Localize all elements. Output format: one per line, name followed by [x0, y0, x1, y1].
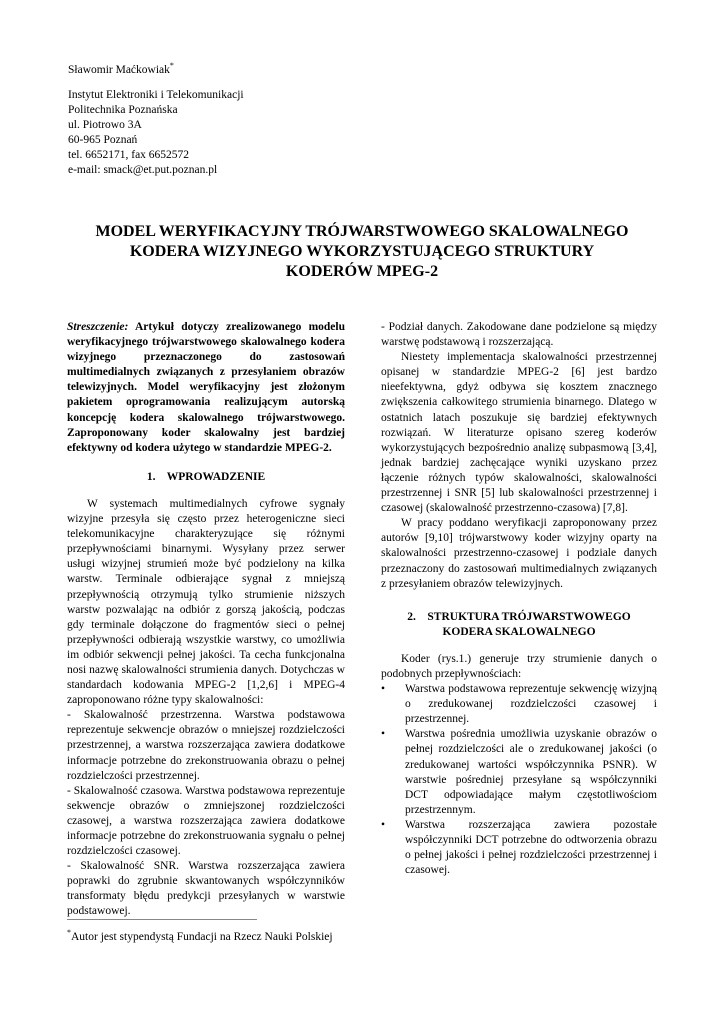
section-2-heading [381, 610, 657, 640]
bullet-list [381, 682, 657, 878]
left-column [67, 320, 345, 920]
footnote-text: Autor jest stypendystą Fundacji na Rzecz Nauki Polskiej [71, 930, 333, 943]
affiliation-block [68, 88, 244, 178]
paragraph: Niestety implementacja skalowalności przestrzennej opisanej w standardzie MPEG-2 [6] jest bardzo nieefektywna, gdyż odbywa się kosztem znacznego zwiększenia całkowitego strumienia binarnego. Dlatego w ostatnich latach poszukuje się bardziej efektywnych rozwiązań. W literaturze opisano szereg koderów wykorzystujących bezpośrednio analizę subpasmową [3,4], jednak bardziej zachęcające wyniki uzyskano przez łączenie różnych typów skalowalności, skalowalności przestrzennej i SNR [5] lub skalowalności przestrzennej i czasowej (skalowalność przestrzenno-czasowa) [7,8]. [381, 351, 657, 515]
footnote-divider [67, 919, 257, 920]
list-item: - Skalowalność przestrzenna. Warstwa podstawowa reprezentuje sekwencje obrazów o mniejszej rozdzielczości przestrzennej, a warstwa rozszerzająca zawiera dodatkowe informacje potrzebne do zrekonstruowania obrazu o pełnej rozdzielczości przestrzennej. [67, 709, 345, 782]
paper-title-line: MODEL WERYFIKACYJNY TRÓJWARSTWOWEGO SKALOWALNEGO [95, 223, 629, 240]
bullet-icon: • [381, 818, 386, 831]
paper-title-line: KODERÓW MPEG-2 [285, 263, 439, 280]
list-item: - Podział danych. Zakodowane dane podzielone są między warstwę podstawową i rozszerzającą. [381, 321, 657, 349]
bullet-icon: • [381, 683, 386, 696]
affiliation-institute: Instytut Elektroniki i Telekomunikacji [68, 89, 244, 101]
abstract [67, 320, 345, 456]
list-item [381, 818, 657, 878]
affiliation-street: ul. Piotrowo 3A [68, 119, 142, 131]
abstract-text: Artykuł dotyczy zrealizowanego modelu weryfikacyjnego trójwarstwowego skalowalnego kodera wizyjnego przeznaczonego do zastosowań multimedialnych związanych z przesyłaniem obrazów telewizyjnych. Model weryfikacyjny jest złożonym pakietem oprogramowania realizującym autorską koncepcję kodera skalowalnego trójwarstwowego. Zaproponowany koder skalowalny jest bardziej efektywny od kodera użytego w standardzie MPEG-2. [67, 321, 346, 454]
list-item: - Skalowalność czasowa. Warstwa podstawowa reprezentuje sekwencje obrazów o zmniejszonej rozdzielczości czasowej, a warstwa rozszerzająca zawiera dodatkowe informacje potrzebne do zrekonstruowania sygnału o pełnej rozdzielczości czasowej. [67, 784, 345, 858]
affiliation-university: Politechnika Poznańska [68, 104, 178, 116]
bullet-text: Warstwa podstawowa reprezentuje sekwencję wizyjną o zredukowanej rozdzielczości czasowej i przestrzennej. [405, 683, 657, 726]
list-item: - Skalowalność SNR. Warstwa rozszerzająca zawiera poprawki do zgrubnie skwantowanych współczynników transformaty błędu predykcji przesyłanych w warstwie podstawowej. [67, 860, 345, 918]
section-1-heading: 1. WPROWADZENIE [146, 470, 266, 483]
author-name: Sławomir Maćkowiak* [68, 61, 174, 76]
section-2-intro: Koder (rys.1.) generuje trzy strumienie danych o podobnych przepływnościach: [381, 652, 657, 680]
paper-title [60, 222, 664, 282]
list-item [381, 727, 657, 818]
author-footnote-mark: * [169, 61, 174, 70]
footnote [67, 928, 333, 943]
abstract-label: Streszczenie: [67, 321, 129, 333]
paragraph: W pracy poddano weryfikacji zaproponowany przez autorów [9,10] trójwarstwowy koder wizyjny oparty na skalowalności przestrzenno-czasowej i podziale danych przeznaczony do zastosowań multimedialnych związanych z przesyłaniem obrazów telewizyjnych. [381, 517, 657, 590]
section-2-heading-line: 2. STRUKTURA TRÓJWARSTWOWEGO [407, 610, 631, 623]
section-2-heading-line: KODERA SKALOWALNEGO [442, 625, 596, 638]
list-item [381, 682, 657, 727]
affiliation-email: e-mail: smack@et.put.poznan.pl [68, 164, 218, 176]
bullet-text: Warstwa pośrednia umożliwia uzyskanie obrazów o pełnej rozdzielczości ale o zredukowanej jakości (o zredukowanej wartości współczynnika PSNR). W warstwie pośredniej przesyłane są współczynniki DCT odpowiadające małym częstotliwościom przestrzennym. [405, 728, 657, 816]
footnote-mark: * [67, 928, 71, 937]
affiliation-city: 60-965 Poznań [68, 134, 138, 146]
bullet-icon: • [381, 728, 386, 741]
intro-paragraph: W systemach multimedialnych cyfrowe sygnały wizyjne przesyła się często przez heterogeniczne sieci telekomunikacyjne charakteryzujące się różnymi przepływnościami binarnymi. Wysyłany przez serwer usługi wizyjnej strumień może być podzielony na kilka warstw. Terminale odbierające sygnał z mniejszą przepływnością otrzymują tylko strumienie niższych warstw pozwalając na odbiór z gorszą jakością, podczas gdy terminale dołączone do fragmentów sieci o pełnej przepływności odbierają wszystkie warstwy, co umożliwia im odbiór sekwencji pełnej jakości. Ta cecha funkcjonalna nosi nazwę skalowalności strumienia danych. Dotychczas w standardach kodowania MPEG-2 [1,2,6] i MPEG-4 zaproponowano różne typy skalowalności: [67, 497, 345, 707]
paper-title-line: KODERA WIZYJNEGO WYKORZYSTUJĄCEGO STRUKTURY [129, 243, 595, 260]
bullet-text: Warstwa rozszerzająca zawiera pozostałe współczynniki DCT potrzebne do odtworzenia obrazu o pełnej jakości i pełnej rozdzielczości przestrzennej i czasowej. [405, 818, 657, 877]
right-column [381, 320, 657, 878]
affiliation-phone: tel. 6652171, fax 6652572 [68, 149, 190, 161]
